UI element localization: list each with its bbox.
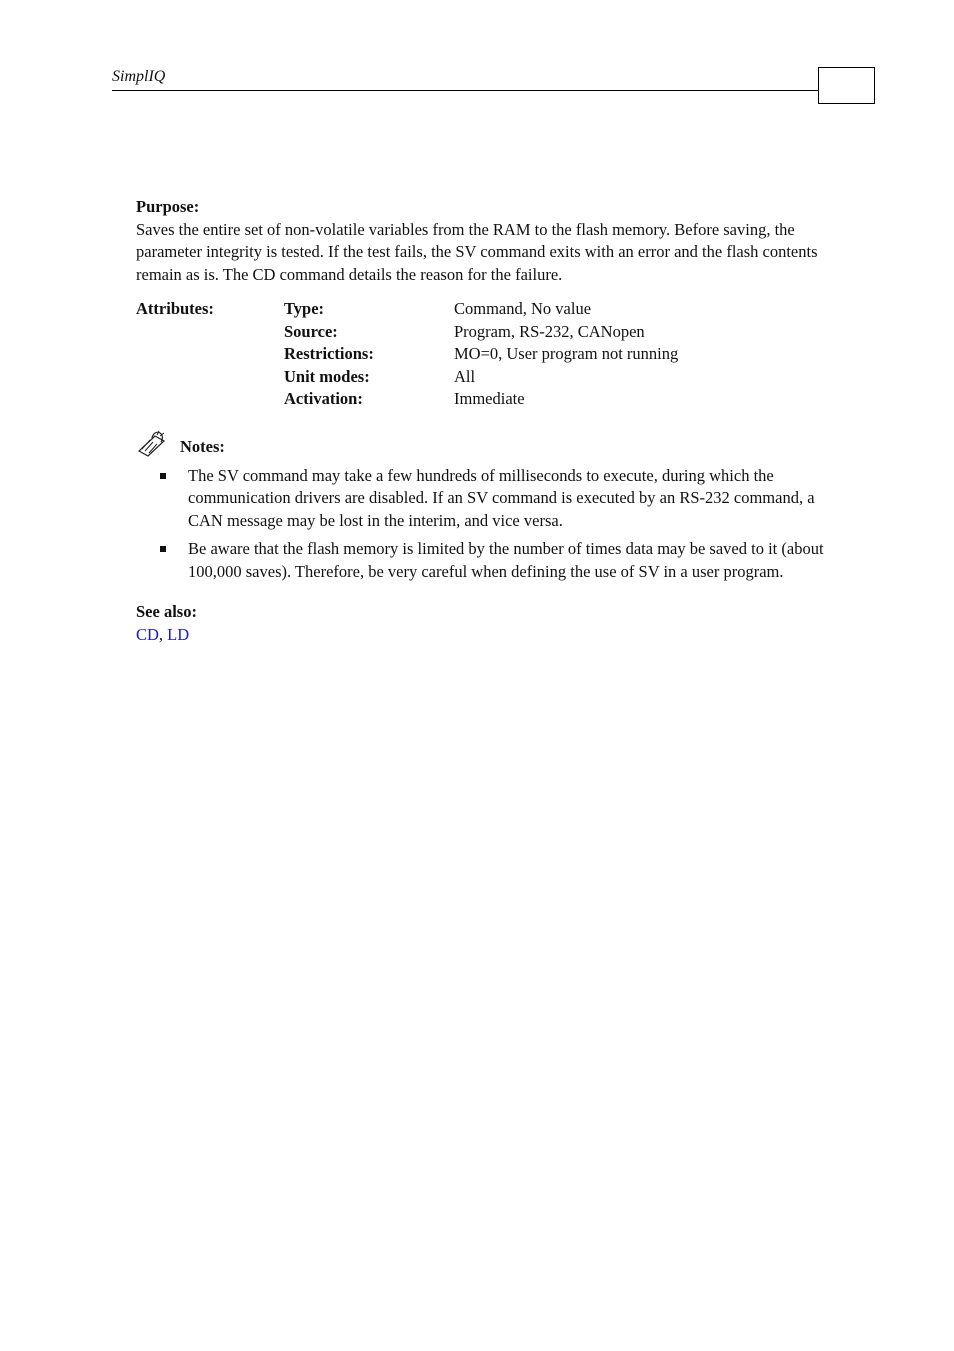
attribute-key-unit-modes: Unit modes: <box>284 366 370 386</box>
note-text: The SV command may take a few hundreds of milliseconds to execute, during which the communication drivers are disabled. If an SV command is executed by an RS-232 command, a CAN message may be lost in the interim, and vice versa. <box>188 465 815 530</box>
attribute-value-source: Program, RS-232, CANopen <box>454 321 645 341</box>
notes-heading: Notes: <box>180 437 225 456</box>
page-number-box <box>818 67 875 104</box>
notes-list <box>136 465 826 584</box>
note-item <box>136 538 826 583</box>
link-ld[interactable]: LD <box>167 624 190 644</box>
link-cd[interactable]: CD <box>136 624 159 644</box>
link-separator: , <box>158 624 168 644</box>
attribute-key-source: Source: <box>284 321 338 341</box>
document-body <box>136 196 826 646</box>
attribute-key-type: Type: <box>284 299 325 318</box>
attribute-key-activation: Activation: <box>284 389 363 408</box>
attribute-value-type: Command, No value <box>454 299 592 318</box>
bullet-square-icon <box>160 546 166 552</box>
see-also-heading: See also: <box>136 602 197 621</box>
see-also-links <box>136 624 826 647</box>
attribute-value-restrictions: MO=0, User program not running <box>454 344 679 363</box>
attribute-key-restrictions: Restrictions: <box>284 344 374 363</box>
header-brand: SimplIQ <box>112 68 166 85</box>
bullet-square-icon <box>160 473 166 479</box>
notes-hand-icon <box>136 429 168 459</box>
header-rule <box>112 90 819 91</box>
purpose-text: Saves the entire set of non-volatile variables from the RAM to the flash memory. Before saving, the parameter integrity is tested. If the test fails, the SV command exits with an error and the flash contents remain as is. The CD command details the reason for the failure. <box>136 219 818 284</box>
attribute-value-unit-modes: All <box>454 366 476 386</box>
notes-header <box>136 429 826 459</box>
see-also-section <box>136 601 826 646</box>
attributes-label: Attributes: <box>136 299 214 318</box>
attributes-table <box>136 298 826 411</box>
note-text: Be aware that the flash memory is limited by the number of times data may be saved to it (about 100,000 saves). Therefore, be very careful when defining the use of SV in a user program. <box>188 539 824 581</box>
note-item <box>136 465 826 533</box>
purpose-heading: Purpose: <box>136 197 200 216</box>
attribute-value-activation: Immediate <box>454 389 525 408</box>
